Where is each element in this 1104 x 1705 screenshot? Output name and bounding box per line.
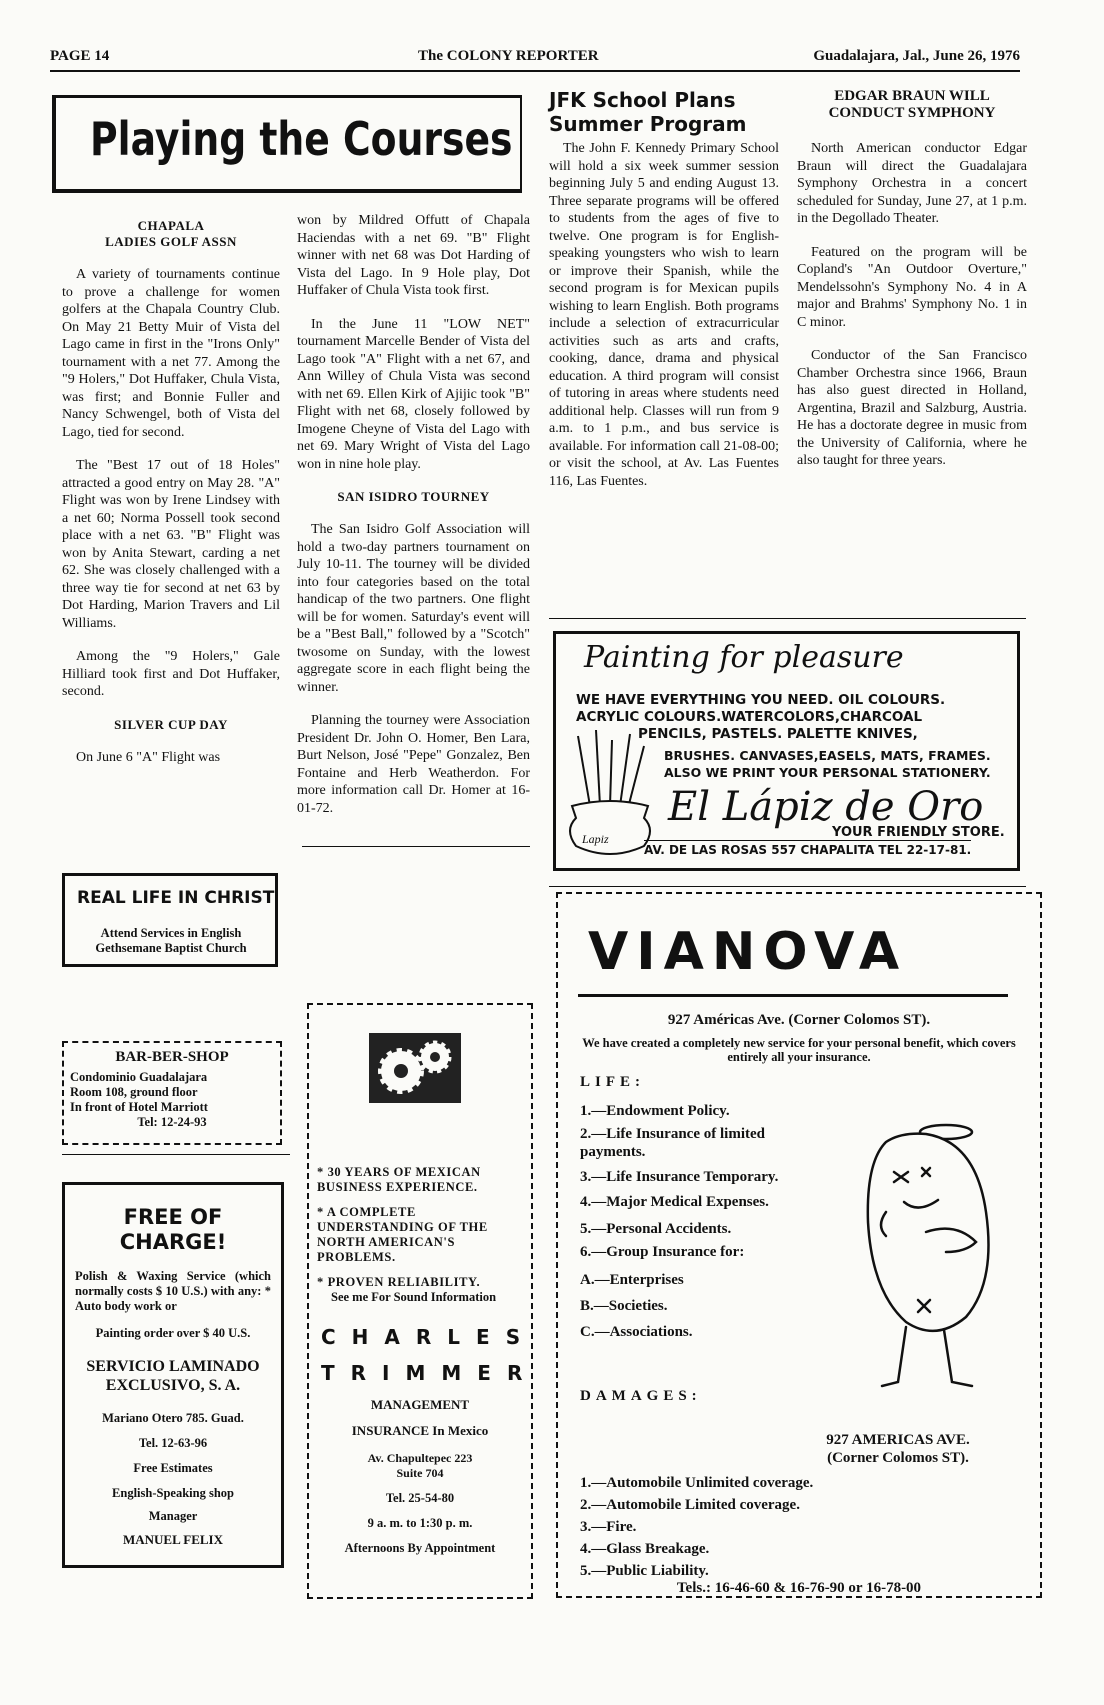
list-item: 2.—Automobile Limited coverage. <box>580 1497 800 1513</box>
column-rule <box>62 1154 290 1155</box>
trimmer-first-name: CHARLES <box>321 1325 537 1349</box>
dateline: Guadalajara, Jal., June 26, 1976 <box>813 48 1020 64</box>
painting-line: BRUSHES. CANVASES,EASELS, MATS, FRAMES. <box>664 748 991 763</box>
painting-line: ALSO WE PRINT YOUR PERSONAL STATIONERY. <box>664 765 991 780</box>
vianova-logo-underline <box>578 994 1008 997</box>
golf-column-2 <box>297 212 530 833</box>
golf-column-1 <box>62 212 280 782</box>
free-paragraph: Polish & Waxing Service (which normally costs $ 10 U.S.) with any: * Auto body work or <box>75 1269 271 1313</box>
column-rule <box>549 886 1026 887</box>
list-item: 1.—Automobile Unlimited coverage. <box>580 1475 814 1491</box>
barber-line: Room 108, ground floor <box>70 1085 198 1099</box>
list-item: 4.—Glass Breakage. <box>580 1541 710 1557</box>
trimmer-bullet: * PROVEN RELIABILITY. <box>317 1275 481 1289</box>
trimmer-last-name: TRIMMER <box>321 1361 539 1385</box>
golf-banner <box>52 95 522 193</box>
list-item: A.—Enterprises <box>580 1272 684 1288</box>
free-manager-label: Manager <box>148 1509 198 1523</box>
free-manager-name: MANUEL FELIX <box>122 1532 224 1547</box>
vianova-phones: Tels.: 16-46-60 & 16-76-90 or 16-78-00 <box>676 1580 922 1596</box>
trimmer-hours: 9 a. m. to 1:30 p. m. <box>367 1516 473 1530</box>
trimmer-bullet: * 30 YEARS OF MEXICAN BUSINESS EXPERIENCE. <box>317 1165 481 1194</box>
vianova-life-heading: LIFE: <box>580 1074 646 1090</box>
free-address: Mariano Otero 785. Guad. <box>102 1411 244 1425</box>
list-item: 1.—Endowment Policy. <box>580 1103 730 1119</box>
cartoon-mascot-icon <box>826 1102 1016 1402</box>
masthead <box>50 48 1020 70</box>
golf-paragraph: Planning the tourney were Association President Dr. John O. Homer, Ben Lara, Burt Nelson, José "Pepe" Gonzalez, Ben Fontaine and Herb Weatherdon. For more information call Dr. Homer at 16-01-72. <box>297 713 530 816</box>
ad-real-life <box>62 873 278 967</box>
golf-paragraph: In the June 11 "LOW NET" tournament Marcelle Bender of Vista del Lago took "A" Flight with a net 67, and Ann Willey of Chula Vista was second with net 69. Ellen Kirk of Ajijic took "B" Flight with net 68, closely followed by Imogene Cheyne of Vista del Lago with net 69. Mary Wright of Vista del Lago won in nine hole play. <box>297 316 530 472</box>
jar-label: Lapiz <box>582 832 609 846</box>
vianova-damages-list <box>580 1472 1030 1582</box>
free-phone: Tel. 12-63-96 <box>138 1436 208 1450</box>
ad-barber-shop <box>62 1041 282 1145</box>
list-item: 5.—Public Liability. <box>580 1563 709 1579</box>
golf-paragraph: The "Best 17 out of 18 Holes" attracted a good entry on May 28. "A" Flight was won by Irene Lindsey with a net 60; Norma Possell took second place with a net 63. "B" Flight was won by Anita Stewart, carding a net 62. She was closely challenged with a three way tie for second at net 63 by Dot Harding, Marion Travers and Lil Williams. <box>62 458 280 631</box>
trimmer-address: Av. Chapultepec 223 <box>367 1451 473 1465</box>
list-item: 2.—Life Insurance of limited payments. <box>580 1126 765 1160</box>
painting-line: PENCILS, PASTELS. PALETTE KNIVES, <box>638 726 918 742</box>
store-script-name: El Lápiz de Oro <box>668 784 984 830</box>
golf-paragraph: won by Mildred Offutt of Chapala Haciendas with a net 69. "B" Flight winner with net 68 was Dot Harding of Vista del Lago. In 9 Hole play, Dot Huffaker of Chula Vista took first. <box>297 213 530 298</box>
vianova-damages-heading: DAMAGES: <box>580 1388 702 1404</box>
braun-article <box>797 88 1027 486</box>
golf-paragraph: A variety of tournaments continue to prove a challenge for women golfers at the Chapala Country Club. On May 21 Betty Muir of Vista del Lago came in first in the "Irons Only" tournament with a net 77. Among the "9 Holers," Dot Huffaker, Chula Vista, was first; and Bonnie Fuller and Nancy Schwengel, both of Vista del Lago, tied for second. <box>62 267 280 440</box>
braun-paragraph: North American conductor Edgar Braun will direct the Guadalajara Symphony Orchestra in a concert scheduled for Sunday, June 27, at 1 p.m. in the Degollado Theater. <box>797 141 1027 226</box>
braun-paragraph: Conductor of the San Francisco Chamber Orchestra since 1966, Braun has also guest directed in Holland, Argentina, Brazil and Salzburg, Austria. He has a doctorate degree in music from the University of California, where he also taught for three years. <box>797 348 1027 468</box>
free-paragraph: Painting order over $ 40 U.S. <box>95 1326 251 1340</box>
list-item: 6.—Group Insurance for: <box>580 1244 745 1260</box>
golf-paragraph: The San Isidro Golf Association will hold a two-day partners tournament on July 10-11. The tourney will be divided into four categories based on the total handicap of the two partners. One flight will be for women. Saturday's event will be a "Best Ball," followed by a "Scotch" twosome on Sunday, with the lowest aggregate score in each flight being the winner. <box>297 522 530 695</box>
golf-paragraph: Among the "9 Holers," Gale Hilliard took first and Dot Huffaker, second. <box>62 649 280 699</box>
ad-vianova <box>556 892 1042 1598</box>
jfk-article <box>549 88 779 490</box>
subhead-chapala: CHAPALA LADIES GOLF ASSN <box>105 218 237 249</box>
vianova-intro: We have created a completely new service for your personal benefit, which covers entirely all your insurance. <box>582 1036 1016 1064</box>
vianova-logo: VIANOVA <box>588 922 908 982</box>
barber-line: In front of Hotel Marriott <box>70 1100 208 1114</box>
painting-line: ACRYLIC COLOURS.WATERCOLORS,CHARCOAL <box>576 709 923 725</box>
column-rule <box>302 846 530 847</box>
trimmer-bullet-sub: See me For Sound Information <box>331 1290 497 1304</box>
page-number: PAGE 14 <box>50 48 110 64</box>
braun-paragraph: Featured on the program will be Copland's "An Outdoor Overture," Mendelssohn's Symphony No. 4 in A major and Brahms' Symphony No. 1 in C minor. <box>797 244 1027 330</box>
golf-paragraph: On June 6 "A" Flight was <box>76 749 221 765</box>
masthead-rule <box>50 70 1020 72</box>
store-address: AV. DE LAS ROSAS 557 CHAPALITA TEL 22-17-81. <box>644 840 971 859</box>
column-rule <box>549 618 1026 619</box>
list-item: B.—Societies. <box>580 1298 668 1314</box>
subhead-san-isidro: SAN ISIDRO TOURNEY <box>337 489 490 504</box>
ad-trimmer <box>307 1003 539 1599</box>
vianova-address-2-corner: (Corner Colomos ST). <box>827 1450 969 1466</box>
trimmer-insurance: INSURANCE In Mexico <box>351 1423 489 1438</box>
barber-line: Condominio Guadalajara <box>70 1070 208 1084</box>
vianova-address: 927 Américas Ave. (Corner Colomos ST). <box>667 1012 931 1028</box>
trimmer-phone: Tel. 25-54-80 <box>385 1491 455 1505</box>
trimmer-bullet: * A COMPLETE UNDERSTANDING OF THE NORTH AMERICAN'S PROBLEMS. <box>317 1205 488 1264</box>
jfk-headline: JFK School Plans Summer Program <box>549 88 747 136</box>
list-item: C.—Associations. <box>580 1324 693 1340</box>
vianova-address-2: 927 AMERICAS AVE. <box>826 1432 970 1448</box>
trimmer-appointment: Afternoons By Appointment <box>344 1541 496 1555</box>
trimmer-management: MANAGEMENT <box>370 1397 470 1412</box>
trimmer-suite: Suite 704 <box>396 1466 444 1480</box>
list-item: 3.—Life Insurance Temporary. <box>580 1169 779 1185</box>
free-title: FREE OF CHARGE! <box>119 1205 227 1254</box>
list-item: 3.—Fire. <box>580 1519 637 1535</box>
list-item: 5.—Personal Accidents. <box>580 1221 732 1237</box>
barber-phone: Tel: 12-24-93 <box>137 1115 207 1129</box>
ad-painting <box>553 631 1020 871</box>
gears-icon <box>369 1033 461 1103</box>
free-company: SERVICIO LAMINADO EXCLUSIVO, S. A. <box>86 1358 260 1394</box>
real-life-text: Attend Services in English Gethsemane Baptist Church <box>95 926 247 955</box>
braun-headline: EDGAR BRAUN WILL CONDUCT SYMPHONY <box>828 88 996 121</box>
painting-line: WE HAVE EVERYTHING YOU NEED. OIL COLOURS. <box>576 692 946 708</box>
subhead-silver-cup: SILVER CUP DAY <box>114 716 228 732</box>
list-item: 4.—Major Medical Expenses. <box>580 1194 769 1210</box>
real-life-logo: REAL LIFE IN CHRIST <box>77 888 275 908</box>
barber-title: BAR-BER-SHOP <box>115 1049 229 1065</box>
vianova-life-list <box>580 1100 790 1343</box>
ad-free-of-charge <box>62 1182 284 1568</box>
free-estimates: Free Estimates <box>133 1461 213 1475</box>
free-shop: English-Speaking shop <box>112 1486 234 1500</box>
golf-banner-title: Playing the Courses <box>90 112 513 166</box>
newspaper-title: The COLONY REPORTER <box>418 48 599 64</box>
store-tagline: YOUR FRIENDLY STORE. <box>832 825 1005 840</box>
painting-script-title: Painting for pleasure <box>584 640 904 675</box>
jfk-body: The John F. Kennedy Primary School will hold a six week summer session beginning July 5 and ending August 13. Three separate programs will be offered to students from the ages of five to twelve. One program is for English-speaking youngsters who wish to learn or improve their Spanish, while the second program is for Mexican pupils wishing to learn English. Both programs include a selection of extracurricular activities such as arts and crafts, cooking, dance, drama and physical education. A third program will consist of tutoring in areas where students need additional help. Classes will run from 9 a.m. to 1 p.m., and bus service is available. For information call 21-08-00; or visit the school, at Av. Las Fuentes 116, Las Fuentes. <box>549 141 779 489</box>
